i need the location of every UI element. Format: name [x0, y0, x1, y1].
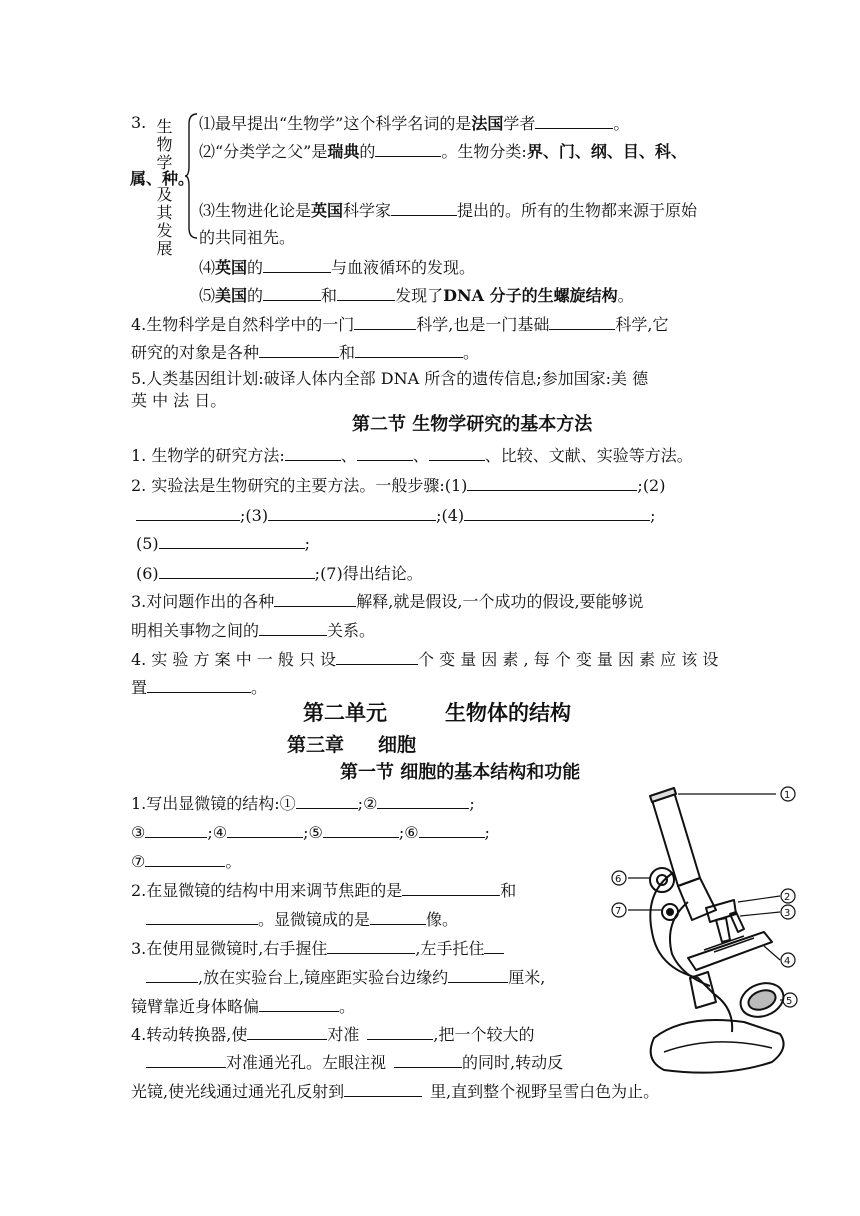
- semi: ;: [303, 823, 309, 842]
- blank[interactable]: [484, 937, 504, 954]
- sec2-q3-text-d: 关系。: [327, 621, 376, 640]
- item-1-line: [199, 112, 629, 135]
- sec2-q1-line: [131, 444, 693, 467]
- step-4: (4): [441, 506, 465, 525]
- step-5: (5): [136, 534, 159, 553]
- blank[interactable]: [464, 504, 650, 521]
- q4-end: 。: [463, 343, 480, 362]
- micro-q2-text-c: 。显微镜成的是: [258, 910, 371, 929]
- sec2-q4-text-b: 个 变 量 因 素 , 每 个 变 量 因 素 应 该 设: [418, 650, 719, 669]
- micro-q2-line-2: [146, 908, 458, 931]
- sec2-q3-text-c: 明相关事物之间的: [131, 621, 260, 640]
- blank[interactable]: [549, 313, 615, 330]
- item-1-end: 。: [613, 114, 630, 133]
- item-3-country: 英国: [311, 201, 344, 220]
- c3: ③: [131, 823, 146, 842]
- micro-q1-line-3: [131, 850, 241, 873]
- item-5-text: 的: [247, 286, 264, 305]
- item-2-line: [199, 140, 687, 163]
- blank[interactable]: [354, 313, 416, 330]
- item-1-text: ⑴最早提出“生物学”这个科学名词的是: [199, 114, 472, 133]
- blank[interactable]: [377, 792, 469, 809]
- semi: ;: [240, 506, 246, 525]
- micro-q3-line: [131, 937, 504, 960]
- item-5-country: 美国: [215, 286, 248, 305]
- step-2: (2): [642, 476, 666, 495]
- c5: ⑤: [308, 823, 323, 842]
- semi: ;: [207, 823, 213, 842]
- micro-q2-line: [131, 879, 516, 902]
- micro-q3-text-d: 厘米,: [508, 968, 546, 987]
- sec2-q3-text: 3.对问题作出的各种: [131, 592, 275, 611]
- micro-q3-text-c: ,放在实验台上,镜座距实验台边缘约: [198, 968, 449, 987]
- item-5-num: ⑸: [199, 286, 216, 305]
- classification-tail: 属、种。: [130, 169, 195, 188]
- curly-brace: [184, 112, 200, 240]
- blank[interactable]: [323, 821, 399, 838]
- blank[interactable]: [467, 474, 637, 491]
- microscope-diagram: [604, 782, 830, 1082]
- blank[interactable]: [274, 590, 356, 607]
- blank[interactable]: [337, 284, 395, 301]
- blank[interactable]: [375, 140, 441, 157]
- unit-title-a: 第二单元: [303, 700, 387, 725]
- micro-q1-line: [131, 792, 475, 815]
- sec2-q2-line-2: [136, 504, 656, 527]
- sec2-q1-text: 1. 生物学的研究方法:: [131, 446, 285, 465]
- micro-q4-text-f: 光镜,使光线通过通光孔反射到: [131, 1082, 345, 1101]
- blank[interactable]: [145, 821, 207, 838]
- blank[interactable]: [535, 112, 613, 129]
- semi: ;: [469, 794, 475, 813]
- unit-title: [303, 702, 571, 724]
- micro-q4-text-g: 里,直到整个视野呈雪白色为止。: [430, 1082, 660, 1101]
- q4-text: 4.生物科学是自然科学中的一门: [131, 315, 355, 334]
- blank[interactable]: [367, 1023, 433, 1040]
- item-3-text-c: 提出的。所有的生物都来源于原始: [457, 201, 698, 220]
- blank[interactable]: [285, 444, 341, 461]
- blank[interactable]: [247, 1023, 327, 1040]
- blank[interactable]: [259, 341, 339, 358]
- item-4-num: ⑷: [199, 258, 216, 277]
- blank[interactable]: [146, 1051, 226, 1068]
- item-4-line: [199, 256, 475, 279]
- micro-q3-text-b: ,左手托住: [415, 939, 485, 958]
- micro-q2-and: 和: [500, 881, 517, 900]
- micro-q1-text: 1.写出显微镜的结构:①: [131, 794, 296, 813]
- item-5-text-b: 发现了: [395, 286, 444, 305]
- blank[interactable]: [227, 821, 303, 838]
- c7: ⑦: [131, 852, 146, 871]
- item-5-line: [199, 284, 634, 307]
- sec2-q3-line-2: [131, 619, 375, 642]
- sep: 、: [412, 446, 429, 465]
- lens-tube: [678, 878, 716, 920]
- micro-q3-text: 3.在使用显微镜时,右手握住: [131, 939, 328, 958]
- section-2-title: 第二节 生物学研究的基本方法: [352, 414, 593, 435]
- blank[interactable]: [296, 792, 358, 809]
- sec2-q4-line-2: [131, 676, 267, 699]
- sec2-q2-line-3: [136, 532, 310, 555]
- semi: ;: [304, 534, 311, 553]
- blank[interactable]: [145, 850, 225, 867]
- chapter-b: 细胞: [378, 734, 417, 756]
- coarse-adjuster: [650, 868, 674, 892]
- label-5: 5: [786, 996, 793, 1007]
- item-5-and: 和: [321, 286, 338, 305]
- item-1-text-b: 学者: [503, 114, 536, 133]
- micro-q3-text-e: 镜臂靠近身体略偏: [131, 997, 260, 1016]
- blank[interactable]: [259, 619, 327, 636]
- semi: ;: [398, 823, 405, 842]
- objective-1: [716, 918, 730, 942]
- sec2-q2-line-4: [136, 562, 423, 585]
- sec2-q3-text-b: 解释,就是假设,一个成功的假设,要能够说: [356, 592, 644, 611]
- blank[interactable]: [448, 966, 508, 983]
- item-4-text-b: 与血液循环的发现。: [331, 258, 476, 277]
- micro-q3-line-3: [131, 995, 355, 1018]
- item-3-line-2: 的共同祖先。: [199, 228, 296, 247]
- item-2-text: ⑵“分类学之父”是: [199, 142, 328, 161]
- sec2-q2-line: [131, 474, 665, 497]
- item-2-ranks: 界、门、纲、目、科、: [526, 142, 687, 161]
- blank[interactable]: [429, 444, 485, 461]
- blank[interactable]: [391, 199, 457, 216]
- question-5-line-2: 英 中 法 日。: [131, 391, 227, 410]
- blank[interactable]: [147, 676, 251, 693]
- topic-label-bottom: 及其发展: [154, 186, 173, 258]
- c2: ②: [363, 794, 378, 813]
- sec2-q4-text-c: 置: [131, 678, 148, 697]
- blank[interactable]: [136, 504, 240, 521]
- blank[interactable]: [336, 648, 418, 665]
- label-1: 1: [784, 790, 791, 801]
- item-3-text-b: 科学家: [343, 201, 392, 220]
- item-5-end: 。: [617, 286, 634, 305]
- blank[interactable]: [402, 879, 500, 896]
- micro-q1-line-2: [131, 821, 490, 844]
- topic-label-top: 生物学: [154, 118, 173, 172]
- question-5-line: 5.人类基因组计划:破译人体内全部 DNA 所含的遗传信息;参加国家:美 德: [131, 369, 649, 388]
- sec2-q2-text: 2. 实验法是生物研究的主要方法。一般步骤:(1): [131, 476, 468, 495]
- eyepiece-tube: [652, 792, 700, 886]
- blank[interactable]: [394, 1051, 462, 1068]
- pillar: [690, 972, 716, 1008]
- micro-q4-text: 4.转动转换器,使: [131, 1025, 248, 1044]
- sec2-q3-line: [131, 590, 644, 613]
- question-4-line: [131, 313, 668, 336]
- sec2-q4-text: 4. 实 验 方 案 中 一 般 只 设: [131, 650, 337, 669]
- blank[interactable]: [259, 995, 339, 1012]
- unit-title-b: 生物体的结构: [445, 700, 571, 725]
- chapter-title: [287, 734, 416, 756]
- q4-and: 和: [339, 343, 356, 362]
- blank[interactable]: [327, 937, 415, 954]
- blank[interactable]: [263, 284, 321, 301]
- blank[interactable]: [344, 1080, 422, 1097]
- step-6: (6): [136, 564, 159, 583]
- blank[interactable]: [268, 504, 436, 521]
- step-7: ;(7)得出结论。: [314, 564, 423, 583]
- blank[interactable]: [263, 256, 331, 273]
- blank[interactable]: [159, 532, 305, 549]
- label-3: 3: [784, 908, 791, 919]
- micro-q2-text: 2.在显微镜的结构中用来调节焦距的是: [131, 881, 403, 900]
- semi: ;: [637, 476, 643, 495]
- step-3: (3): [245, 506, 269, 525]
- q4-text-c: 科学,它: [615, 315, 669, 334]
- item-3-text: ⑶生物进化论是: [199, 201, 312, 220]
- blank[interactable]: [370, 908, 426, 925]
- question-3-number: 3.: [131, 113, 147, 132]
- item-4-country: 英国: [215, 258, 248, 277]
- section-title: 第一节 细胞的基本结构和功能: [340, 762, 581, 783]
- item-2-text-b: 的: [359, 142, 376, 161]
- label-6: 6: [615, 874, 622, 885]
- item-3-line: [199, 199, 697, 222]
- semi: ;: [436, 506, 442, 525]
- end: 。: [225, 852, 242, 871]
- c6: ⑥: [404, 823, 419, 842]
- item-2-text-c: 。生物分类:: [441, 142, 527, 161]
- sec2-q1-text-b: 、比较、文献、实验等方法。: [484, 446, 693, 465]
- micro-q4-line: [131, 1023, 534, 1046]
- blank[interactable]: [357, 444, 413, 461]
- q4-text-b: 科学,也是一门基础: [416, 315, 550, 334]
- label-2: 2: [784, 892, 791, 903]
- chapter-a: 第三章: [287, 734, 345, 756]
- c4: ④: [212, 823, 228, 842]
- micro-q3-end: 。: [339, 997, 356, 1016]
- blank[interactable]: [419, 821, 485, 838]
- item-4-text: 的: [247, 258, 264, 277]
- micro-q4-line-3: [131, 1080, 659, 1103]
- label-4: 4: [784, 956, 791, 967]
- blank[interactable]: [146, 966, 198, 983]
- micro-q3-line-2: [146, 966, 545, 989]
- micro-q4-text-c: ,把一个较大的: [433, 1025, 535, 1044]
- q4-text-d: 研究的对象是各种: [131, 343, 260, 362]
- item-5-dna: DNA 分子的生螺旋结构: [443, 286, 618, 305]
- micro-q4-text-e: 的同时,转动反: [462, 1053, 564, 1072]
- label-7: 7: [615, 906, 622, 917]
- semi: ;: [484, 823, 490, 842]
- micro-q4-text-d: 对准通光孔。左眼注视: [226, 1053, 387, 1072]
- sec2-q4-end: 。: [251, 678, 268, 697]
- micro-q2-text-d: 像。: [426, 910, 459, 929]
- sec2-q4-line: [131, 648, 718, 671]
- item-1-country: 法国: [471, 114, 504, 133]
- blank[interactable]: [355, 341, 463, 358]
- question-4-line-2: [131, 341, 479, 364]
- sep: 、: [340, 446, 357, 465]
- semi: ;: [357, 794, 364, 813]
- semi: ;: [650, 506, 656, 525]
- blank[interactable]: [146, 908, 258, 925]
- item-2-country: 瑞典: [327, 142, 360, 161]
- arm: [650, 872, 732, 1032]
- micro-q4-text-b: 对准: [327, 1025, 360, 1044]
- blank[interactable]: [159, 562, 315, 579]
- micro-q4-line-2: [146, 1051, 563, 1074]
